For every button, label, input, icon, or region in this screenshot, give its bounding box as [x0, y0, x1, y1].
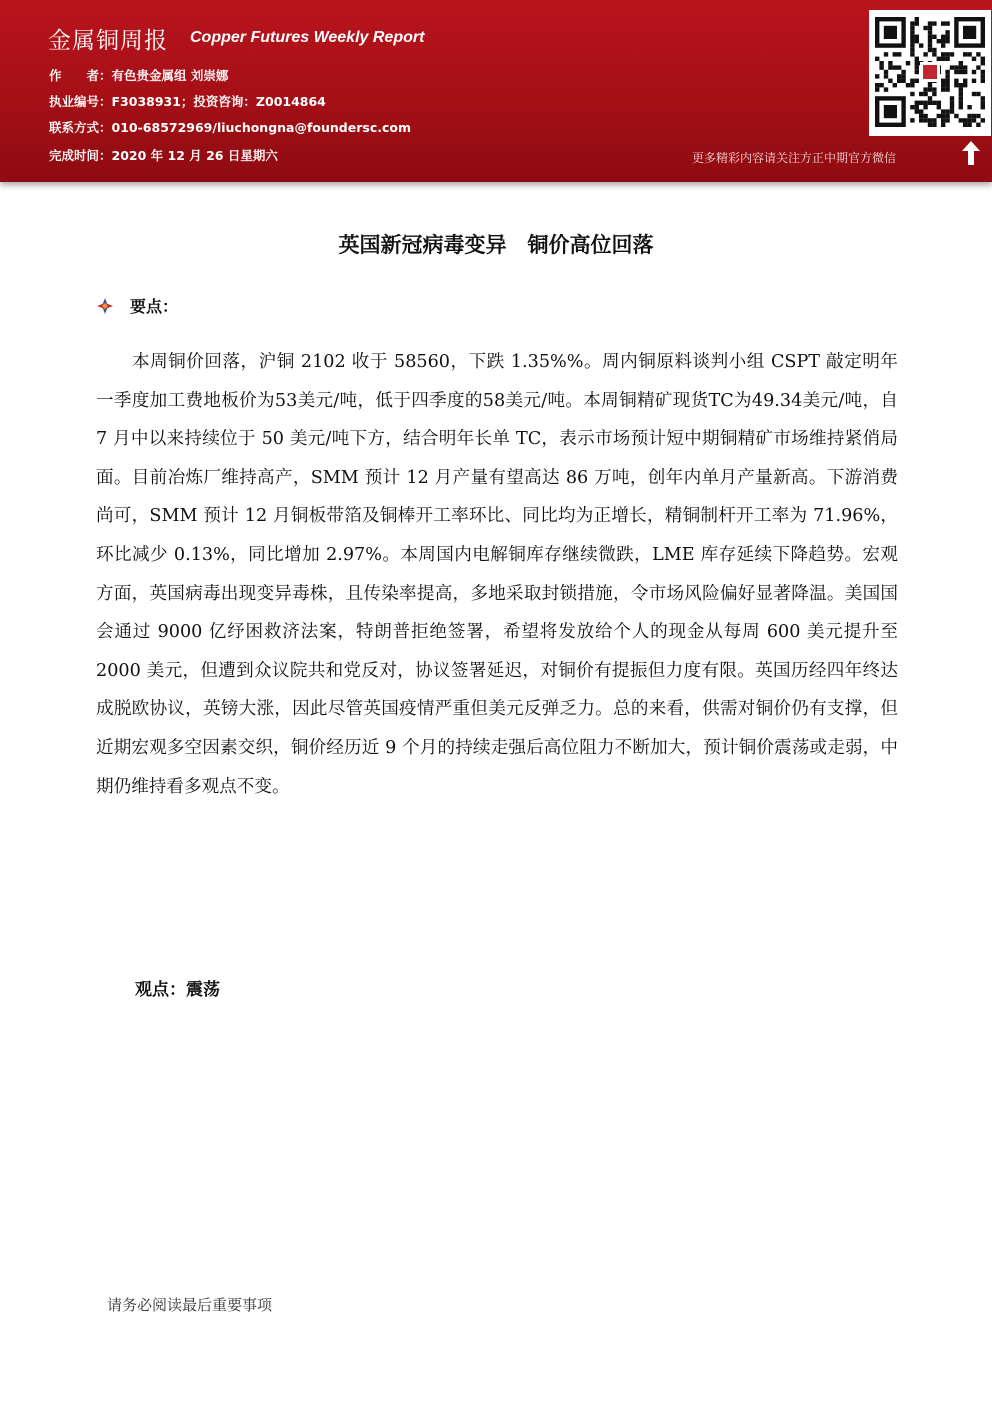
- license-value: F3038931；投资咨询：Z0014864: [111, 94, 326, 109]
- contact-line: [49, 118, 411, 136]
- license-line: [49, 92, 326, 110]
- keypoints-label: 要点：: [130, 297, 179, 316]
- footer-note: 请务必阅读最后重要事项: [107, 1296, 273, 1314]
- contact-label: 联系方式：: [49, 120, 112, 135]
- license-label: 执业编号：: [49, 94, 112, 109]
- diamond-bullet-icon: [96, 297, 114, 315]
- date-line: [49, 146, 278, 164]
- author-value: 有色贵金属组 刘崇娜: [111, 68, 229, 83]
- report-title-en: Copper Futures Weekly Report: [190, 29, 425, 46]
- keypoints-heading: [96, 294, 178, 317]
- view-conclusion: 观点：震荡: [135, 980, 220, 1000]
- date-value: 2020 年 12 月 26 日星期六: [111, 148, 278, 163]
- date-label: 完成时间：: [49, 148, 112, 163]
- author-label: 作 者：: [49, 68, 112, 83]
- report-header: [0, 0, 992, 182]
- author-line: [49, 66, 228, 84]
- contact-value: 010-68572969/liuchongna@foundersc.com: [111, 120, 412, 135]
- follow-text: 更多精彩内容请关注方正中期官方微信: [692, 151, 897, 165]
- document-title: 英国新冠病毒变异 铜价高位回落: [338, 233, 654, 257]
- up-arrow-icon: [961, 140, 981, 166]
- qr-code-icon[interactable]: [869, 10, 991, 136]
- report-title-cn: 金属铜周报: [48, 28, 168, 54]
- article-body: 本周铜价回落，沪铜 2102 收于 58560，下跌 1.35%%。周内铜原料谈判小组 CSPT 敲定明年一季度加工费地板价为53美元/吨，低于四季度的58美元/吨。本周铜精矿现货TC为49.34美元/吨，自 7 月中以来持续位于 50 美元/吨下方，结合明年长单 TC，表示市场预计短中期铜精矿市场维持紧俏局面。目前冶炼厂维持高产，SMM 预计 12 月产量有望高达 86 万吨，创年内单月产量新高。下游消费尚可，SMM 预计 12 月铜板带箔及铜棒开工率环比、同比均为正增长，精铜制杆开工率为 71.96%，环比减少 0.13%，同比增加 2.97%。本周国内电解铜库存继续微跌，LME 库存延续下降趋势。宏观方面，英国病毒出现变异毒株，且传染率提高，多地采取封锁措施，令市场风险偏好显著降温。美国国会通过 9000 亿纾困救济法案，特朗普拒绝签署，希望将发放给个人的现金从每周 600 美元提升至 2000 美元，但遭到众议院共和党反对，协议签署延迟，对铜价有提振但力度有限。英国历经四年终达成脱欧协议，英镑大涨，因此尽管英国疫情严重但美元反弹乏力。总的来看，供需对铜价仍有支撑，但近期宏观多空因素交织，铜价经历近 9 个月的持续走强后高位阻力不断加大，预计铜价震荡或走弱，中期仍维持看多观点不变。: [96, 352, 898, 797]
